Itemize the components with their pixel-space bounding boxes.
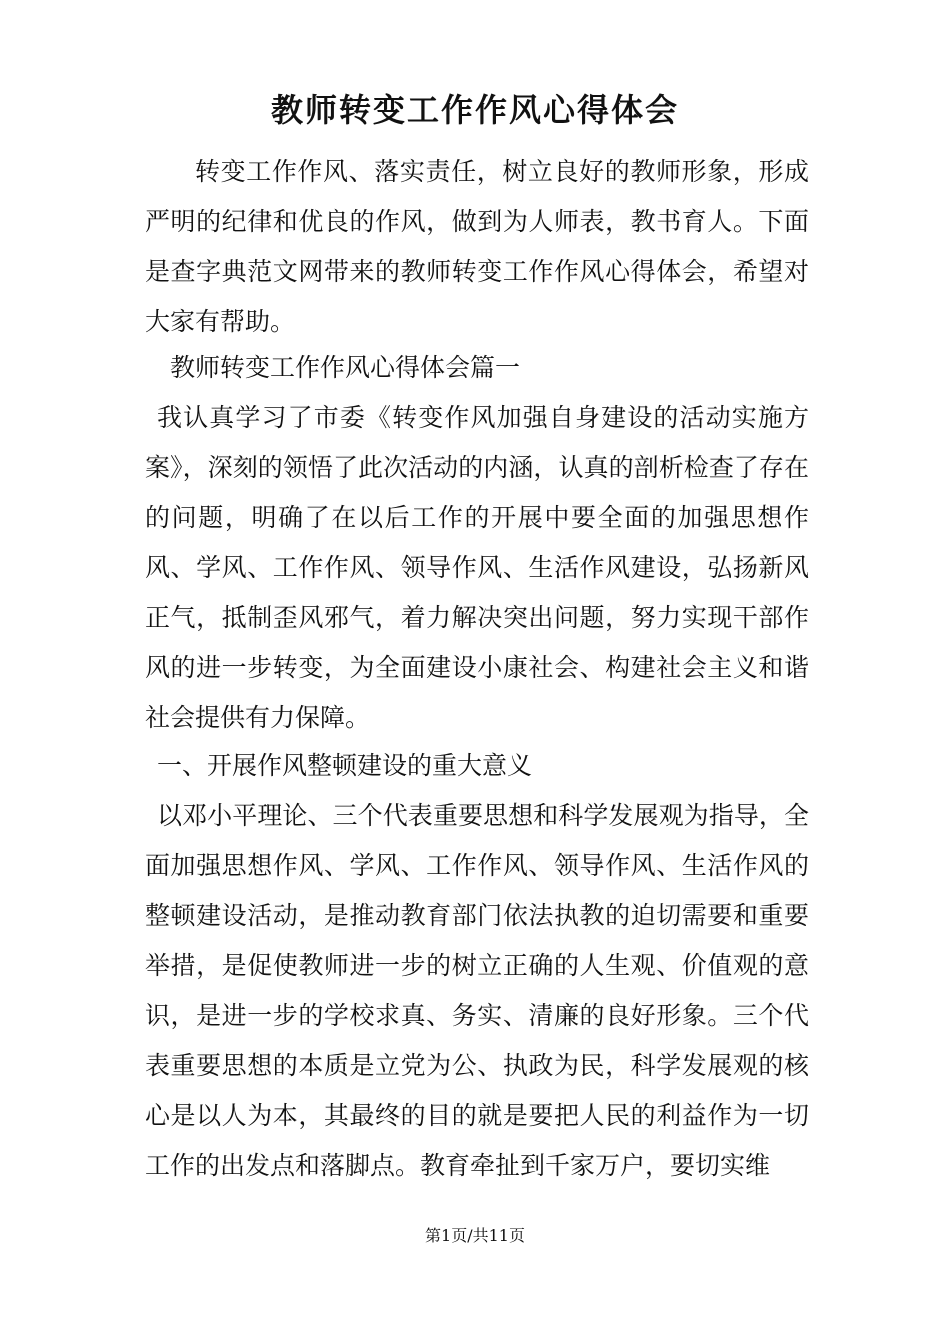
significance-paragraph: 以邓小平理论、三个代表重要思想和科学发展观为指导，全面加强思想作风、学风、工作作风、领导作风、生活作风的整顿建设活动，是推动教育部门依法执教的迫切需要和重要举措，是促使教师进一步的树立正确的人生观、价值观的意识，是进一步的学校求真、务实、清廉的良好形象。三个代表重要思想的本质是立党为公、执政为民，科学发展观的核心是以人为本，其最终的目的就是要把人民的利益作为一切工作的出发点和落脚点。教育牵扯到千家万户，要切实维 bbox=[145, 801, 809, 1180]
study-paragraph: 我认真学习了市委《转变作风加强自身建设的活动实施方案》，深刻的领悟了此次活动的内涵，认真的剖析检查了存在的问题，明确了在以后工作的开展中要全面的加强思想作风、学风、工作作风、领导作风、生活作风建设，弘扬新风正气，抵制歪风邪气，着力解决突出问题，努力实现干部作风的进一步转变，为全面建设小康社会、构建社会主义和谐社会提供有力保障。 bbox=[145, 403, 809, 732]
intro-paragraph-block bbox=[145, 147, 809, 347]
subheading-block bbox=[157, 741, 807, 791]
section-heading: 教师转变工作作风心得体会篇一 bbox=[170, 353, 521, 382]
significance-paragraph-block bbox=[145, 791, 809, 1191]
intro-paragraph: 转变工作作风、落实责任，树立良好的教师形象，形成严明的纪律和优良的作风，做到为人师表，教书育人。下面是查字典范文网带来的教师转变工作作风心得体会，希望对大家有帮助。 bbox=[145, 157, 809, 336]
subheading-significance: 一、开展作风整顿建设的重大意义 bbox=[157, 751, 533, 780]
section-heading-block bbox=[170, 343, 810, 393]
study-paragraph-block bbox=[145, 393, 809, 743]
page-footer: 第1页/共11页 bbox=[425, 1226, 525, 1245]
document-title: 教师转变工作作风心得体会 bbox=[270, 91, 679, 129]
